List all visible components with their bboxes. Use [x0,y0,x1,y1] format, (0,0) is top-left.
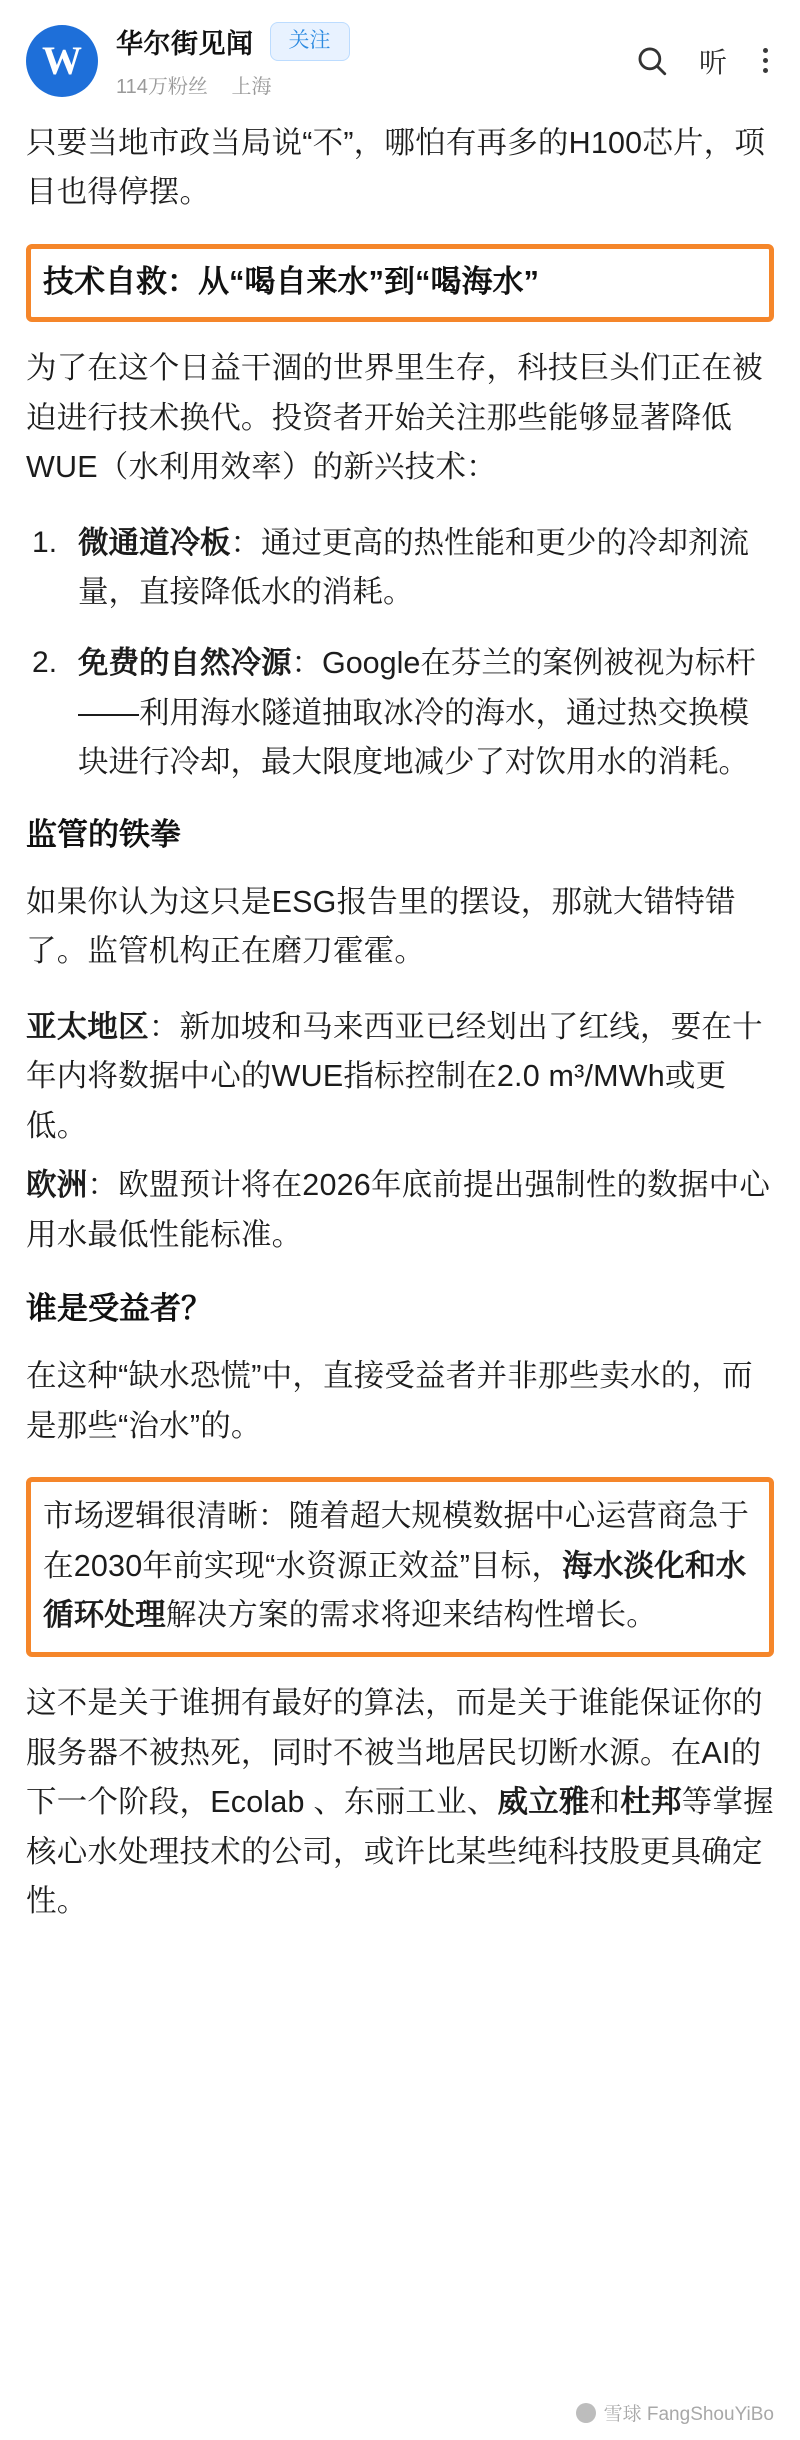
conclusion-part1: 这不是关于谁拥有最好的算法，而是关于谁能保证你的服务器不被热死，同时不被当地居民切断水源。在AI的下一个阶段，Ecolab 、东丽工业、 [26,1686,763,1820]
list-item-text: ：通过更高的热性能和更少的冷却剂流量，直接降低水的消耗。 [78,525,749,609]
header-actions [635,41,774,81]
list-item-title: 微通道冷板 [78,525,231,560]
watermark [576,2399,774,2426]
paragraph-europe [26,1161,774,1260]
paragraph-apac [26,1003,774,1151]
section-title-technology: 技术自救：从“喝自来水”到“喝海水” [43,263,539,299]
paragraph-europe-text: ：欧盟预计将在2026年底前提出强制性的数据中心用水最低性能标准。 [26,1168,771,1252]
highlight-box-technology [26,244,774,323]
section-title-beneficiary: 谁是受益者？ [26,1290,212,1326]
follower-count: 114万粉丝 [116,76,208,98]
account-info [116,22,625,99]
paragraph-apac-text: ：新加坡和马来西亚已经划出了红线，要在十年内将数据中心的WUE指标控制在2.0 m³/MWh或更低。 [26,1009,763,1143]
list-item [26,519,774,618]
conclusion-company-veolia: 威立雅 [497,1785,590,1820]
snowball-icon [576,2403,596,2423]
paragraph-beneficiary: 在这种“缺水恐慌”中，直接受益者并非那些卖水的，而是那些“治水”的。 [26,1359,753,1443]
post-header [0,0,800,113]
paragraph-market-keyword: 海水淡化和水循环处理 [43,1548,747,1633]
paragraph-regulation: 如果你认为这只是ESG报告里的摆设，那就大错特错了。监管机构正在磨刀霍霍。 [26,885,736,969]
conclusion-part2: 等掌握核心水处理技术的公司，或许比某些纯科技股更具确定性。 [26,1785,774,1919]
paragraph-conclusion [26,1679,774,1926]
more-dots-icon[interactable] [757,48,774,73]
follow-button[interactable]: 关注 [270,22,350,60]
paragraph-europe-label: 欧洲 [26,1168,88,1203]
account-location: 上海 [231,76,272,98]
paragraph-market-part2: 解决方案的需求将迎来结构性增长。 [165,1598,658,1633]
section-title-regulation: 监管的铁拳 [26,816,181,852]
paragraph-apac-label: 亚太地区 [26,1009,149,1044]
listen-button[interactable]: 听 [698,46,727,78]
highlight-box-market [26,1477,774,1657]
technology-list [26,519,774,788]
account-name-row [116,22,625,61]
paragraph-technology: 为了在这个日益干涸的世界里生存，科技巨头们正在被迫进行技术换代。投资者开始关注那些能够显著降低WUE（水利用效率）的新兴技术： [26,351,763,485]
list-item-text: ：Google在芬兰的案例被视为标杆——利用海水隧道抽取冰冷的海水，通过热交换模块进行冷却，最大限度地减少了对饮用水的消耗。 [78,646,756,780]
paragraph-market [43,1492,757,1640]
paragraph-intro: 只要当地市政当局说“不”，哪怕有再多的H100芯片，项目也得停摆。 [26,126,766,210]
avatar[interactable] [26,25,98,97]
conclusion-company-dupont: 杜邦 [620,1785,682,1820]
list-item [26,639,774,787]
account-name[interactable]: 华尔街见闻 [116,29,254,59]
article-body [0,113,800,1926]
conclusion-conjunction: 和 [589,1785,621,1820]
account-meta [116,70,625,99]
search-icon[interactable] [635,44,669,78]
list-item-title: 免费的自然冷源 [78,646,292,681]
paragraph-market-part1: 市场逻辑很清晰：随着超大规模数据中心运营商急于在2030年前实现“水资源正效益”目标， [43,1499,750,1583]
avatar-letter: W [42,37,82,83]
watermark-text: 雪球 FangShouYiBo [603,2404,774,2425]
